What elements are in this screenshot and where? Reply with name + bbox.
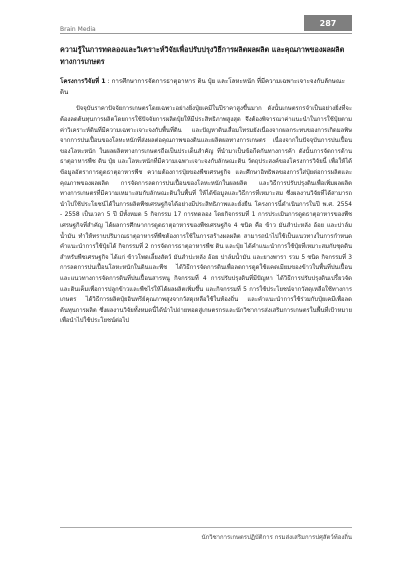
project-label: โครงการวิจัยที่ 1 (60, 78, 106, 85)
footer-divider (60, 527, 352, 528)
page-number-badge: 287 (304, 15, 352, 31)
page-footer: นักวิชาการเกษตรปฏิบัติการ กรมส่งเสริมการปศุสัตว์ท้องถิ่น (201, 534, 352, 541)
project-description: : การศึกษาการจัดการธาตุอาหาร ดิน ปุ๋ย และโลหะหนัก ที่มีความเฉพาะเจาะจงกับลักษณะดิน (60, 78, 345, 97)
article-body (60, 44, 352, 327)
project-heading (60, 76, 352, 98)
brand-name: Brain Media (60, 26, 96, 33)
article-title: ความรู้ในการทดลองและวิเคราะห์วิจัยเพื่อปรับปรุงวิธีการผลิตผลผลิต และคุณภาพของผลผลิตทางการเกษตร (60, 45, 345, 66)
header-divider (60, 33, 352, 34)
page-header (0, 0, 400, 38)
body-paragraph: ปัจจุบันราคาปัจจัยการเกษตรโดยเฉพาะอย่างยิ่งปุ๋ยเคมีในปีราคาสูงขึ้นมาก ดังนั้นเกษตรกรจำเป็นอย่างยิ่งที่จะต้องลดต้นทุนการผลิตโดยการใช้ปัจจัยการผลิตปุ๋ยให้มีประสิทธิภาพสูงสุด จึงต้องพิจารณาค่าแนะนำในการใช้ปุ๋ยตามค่าวิเคราะห์ดินที่มีความเฉพาะเจาะจงกับพื้นที่ดิน และปัญหาดินเสื่อมโทรมยังเนื่องจากผลกระทบของการเกิดมลพิษ จากการปนเปื้อนของโลหะหนักที่ส่งผลต่อคุณภาพของดินและผลิตผลทางการเกษตร เนื่องจากในปัจจุบันการปนเปื้อนของโลหะหนัก ในผลผลิตทางการเกษตรถือเป็นประเด็นสำคัญ ที่นำมาเป็นข้อกีดกันทางการค้า ดังนั้นการจัดการด้านธาตุอาหารพืช ดิน ปุ๋ย และโลหะหนักที่มีความเฉพาะเจาะจงกับลักษณะดิน วัตถุประสงค์ของโครงการวิจัยนี้ เพื่อให้ได้ข้อมูลอัตราการดูดธาตุอาหารพืช ความต้องการปุ๋ยของพืชเศรษฐกิจ และศึกษาอิทธิพลของการใส่ปุ๋ยต่อการผลิตและคุณภาพของผลผลิต การจัดการลดการปนเปื้อนของโลหะหนักในผลผลิต และวิธีการปรับปรุงดินเพื่อเพิ่มผลผลิตทางการเกษตรที่มีความเหมาะสมกับลักษณะดินในพื้นที่ ให้ได้ข้อมูลและวิธีการที่เหมาะสม ซึ่งผลงานวิจัยที่ได้สามารถนำไปใช้ประโยชน์ได้ในการผลิตพืชเศรษฐกิจได้อย่างมีประสิทธิภาพและยั่งยืน โครงการนี้ดำเนินการในปี พ.ศ. 2554 - 2558 เป็นเวลา 5 ปี มีทั้งหมด 5 กิจกรรม 17 การทดลอง โดยกิจกรรมที่ 1 การประเมินการดูดธาตุอาหารของพืชเศรษฐกิจที่สำคัญ ได้ผลการศึกษาการดูดธาตุอาหารของพืชเศรษฐกิจ 4 ชนิด คือ ข้าว มันสำปะหลัง อ้อย และปาล์มน้ำมัน ทำให้ทราบปริมาณธาตุอาหารที่พืชต้องการใช้ในการสร้างผลผลิต สามารถนำไปใช้เป็นแนวทางในการกำหนดคำแนะนำการใช้ปุ๋ยได้ กิจกรรมที่ 2 การจัดการธาตุอาหารพืช ดิน และปุ๋ย ได้คำแนะนำการใช้ปุ๋ยที่เหมาะสมกับชุดดินสำหรับพืชเศรษฐกิจ ได้แก่ ข้าวโพดเลี้ยงสัตว์ มันสำปะหลัง อ้อย ปาล์มน้ำมัน และยางพารา รวม 5 ชนิด กิจกรรมที่ 3 การลดการปนเปื้อนโลหะหนักในดินและพืช ได้วิธีการจัดการดินเพื่อลดการดูดใช้แคดเมียมของข้าวในพื้นที่ปนเปื้อน และแนวทางการจัดการดินที่ปนเปื้อนสารหนู กิจกรรมที่ 4 การปรับปรุงดินที่มีปัญหา ได้วิธีการปรับปรุงดินเปรี้ยวจัดและดินเค็มเพื่อการปลูกข้าวและพืชไร่ให้ได้ผลผลิตเพิ่มขึ้น และกิจกรรมที่ 5 การใช้ประโยชน์จากวัสดุเหลือใช้ทางการเกษตร ได้วิธีการผลิตปุ๋ยอินทรีย์คุณภาพสูงจากวัสดุเหลือใช้ในท้องถิ่น และคำแนะนำการใช้ร่วมกับปุ๋ยเคมีเพื่อลดต้นทุนการผลิต ซึ่งผลงานวิจัยทั้งหมดนี้ได้นำไปถ่ายทอดสู่เกษตรกรและนักวิชาการส่งเสริมการเกษตรในพื้นที่เป้าหมายเพื่อนำไปใช้ประโยชน์ต่อไป (60, 106, 352, 325)
